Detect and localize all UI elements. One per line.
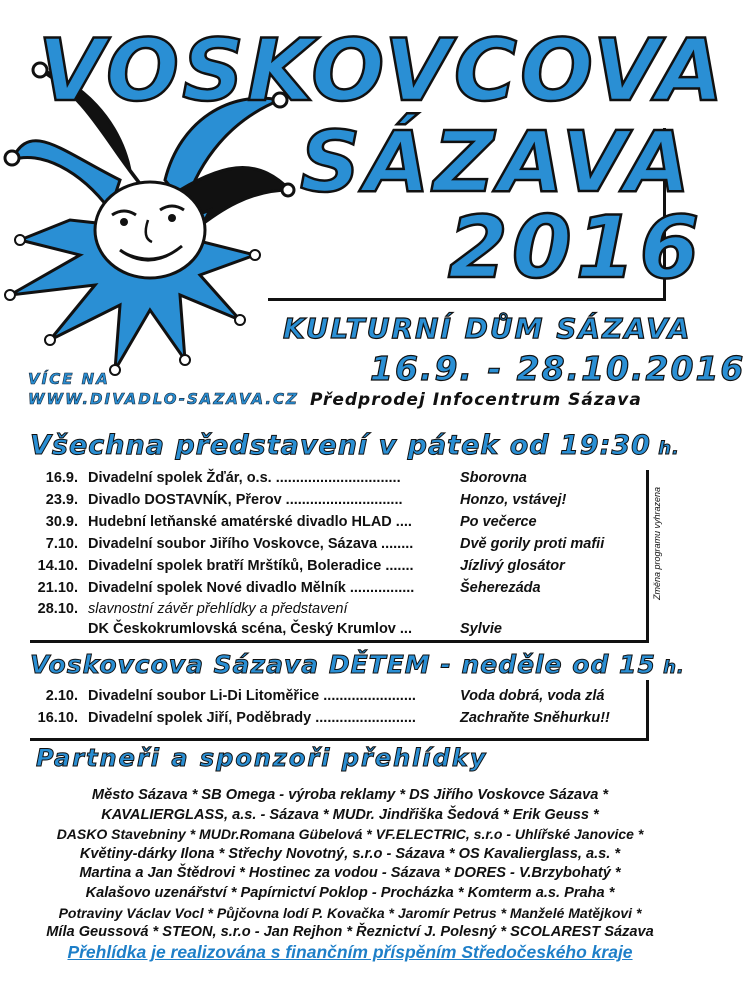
program-final-note: slavnostní závěr přehlídky a představení — [88, 601, 348, 617]
program-date: 23.9. — [45, 492, 78, 508]
frame-top-line — [268, 298, 666, 301]
program-row — [30, 511, 650, 533]
sponsors-heading: Partneři a sponzoři přehlídky — [36, 744, 488, 772]
program-ensemble: Divadelní soubor Jiřího Voskovce, Sázava ........ — [88, 536, 414, 552]
jester-hat-tail-left — [12, 141, 120, 210]
program-date: 14.10. — [37, 558, 78, 574]
sponsors-line: Potraviny Václav Vocl * Půjčovna lodí P. Kovačka * Jaromír Petrus * Manželé Matějkovi * — [58, 904, 642, 921]
website-link[interactable]: WWW.DIVADLO-SAZAVA.CZ — [28, 390, 299, 408]
program-ensemble: Hudební letňanské amatérské divadlo HLAD .... — [88, 514, 412, 530]
program-ensemble: Divadelní soubor Li-Di Litoměřice ....................... — [88, 688, 416, 704]
section-kids-heading-text: Voskovcova Sázava DĚTEM - neděle od 15 — [30, 650, 656, 679]
program-row — [30, 707, 650, 729]
funding-note: Přehlídka je realizována s finančním příspěním Středočeského kraje — [67, 942, 633, 962]
program-title: Honzo, vstávej! — [460, 492, 567, 508]
section-kids-bottom-line — [30, 738, 649, 741]
program-row — [30, 533, 650, 555]
program-date: 7.10. — [45, 536, 78, 552]
program-title: Šeherezáda — [460, 580, 541, 596]
program-title: Zachraňte Sněhurku!! — [460, 710, 610, 726]
program-row — [30, 577, 650, 599]
main-program-list — [30, 467, 650, 639]
sponsors-line: Květiny-dárky Ilona * Střechy Novotný, s.r.o - Sázava * OS Kavalierglass, a.s. * — [79, 845, 621, 862]
program-date: 28.10. — [37, 601, 78, 617]
program-date: 2.10. — [45, 688, 78, 704]
program-date: 16.9. — [45, 470, 78, 486]
section-kids-heading — [30, 652, 685, 677]
sponsors-line: KAVALIERGLASS, a.s. - Sázava * MUDr. Jindřiška Šedová * Erik Geuss * — [101, 806, 599, 823]
program-row-final — [30, 619, 650, 639]
program-title: Jízlivý glosátor — [460, 558, 565, 574]
program-row — [30, 685, 650, 707]
program-title: Voda dobrá, voda zlá — [460, 688, 605, 704]
program-ensemble: Divadlo DOSTAVNÍK, Přerov ............................. — [88, 492, 403, 508]
sponsors-line: Kalašovo uzenářství * Papírnictví Poklop - Procházka * Komterm a.s. Praha * — [85, 884, 615, 901]
program-change-note: Změna programu vyhrazena — [652, 486, 662, 600]
venue-heading: KULTURNÍ DŮM SÁZAVA — [283, 312, 692, 345]
program-ensemble: DK Českokrumlovská scéna, Český Krumlov ... — [88, 621, 412, 637]
program-row — [30, 489, 650, 511]
festival-dates: 16.9. - 28.10.2016 — [370, 349, 745, 388]
more-info-label: VÍCE NA — [28, 370, 110, 388]
program-row — [30, 555, 650, 577]
sponsors-line: Město Sázava * SB Omega - výroba reklamy * DS Jiřího Voskovce Sázava * — [91, 787, 609, 803]
kids-program-list — [30, 685, 650, 729]
title-line-3: 2016 — [448, 198, 704, 298]
title-line-1: VOSKOVCOVA — [38, 21, 727, 121]
program-date: 30.9. — [45, 514, 78, 530]
program-ensemble: Divadelní spolek Nové divadlo Mělník ................ — [88, 580, 415, 596]
program-ensemble: Divadelní spolek Žďár, o.s. ............................... — [88, 470, 401, 486]
sponsors-line: Míla Geussová * STEON, s.r.o - Jan Rejhon * Řeznictví J. Polesný * SCOLAREST Sázava — [46, 924, 654, 941]
jester-face — [95, 182, 205, 278]
program-title: Sborovna — [460, 470, 527, 486]
section-main-heading-suffix: h. — [650, 438, 680, 459]
section-main-bottom-line — [30, 640, 649, 643]
program-row-final-note — [30, 599, 650, 619]
program-title: Sylvie — [460, 621, 502, 637]
program-title: Dvě gorily proti mafii — [460, 536, 605, 552]
program-row — [30, 467, 650, 489]
program-ensemble: Divadelní spolek Jiří, Poděbrady ......................... — [88, 710, 416, 726]
program-date: 21.10. — [37, 580, 78, 596]
program-ensemble: Divadelní spolek bratří Mrštíků, Boleradice ....... — [88, 558, 414, 574]
presale-info: Předprodej Infocentrum Sázava — [310, 390, 642, 410]
sponsors-line: DASKO Stavebniny * MUDr.Romana Gübelová * VF.ELECTRIC, s.r.o - Uhlířské Janovice * — [56, 826, 644, 843]
sponsors-line: Martina a Jan Štědrovi * Hostinec za vodou - Sázava * DORES - V.Brzybohatý * — [79, 865, 621, 882]
title-line-2: SÁZAVA — [300, 113, 695, 211]
section-kids-heading-suffix: h. — [655, 657, 685, 678]
sponsors-list — [20, 786, 680, 943]
program-title: Po večerce — [460, 514, 537, 530]
section-main-heading — [30, 432, 680, 459]
program-date: 16.10. — [37, 710, 78, 726]
section-main-heading-text: Všechna představení v pátek od 19:30 — [30, 430, 651, 461]
